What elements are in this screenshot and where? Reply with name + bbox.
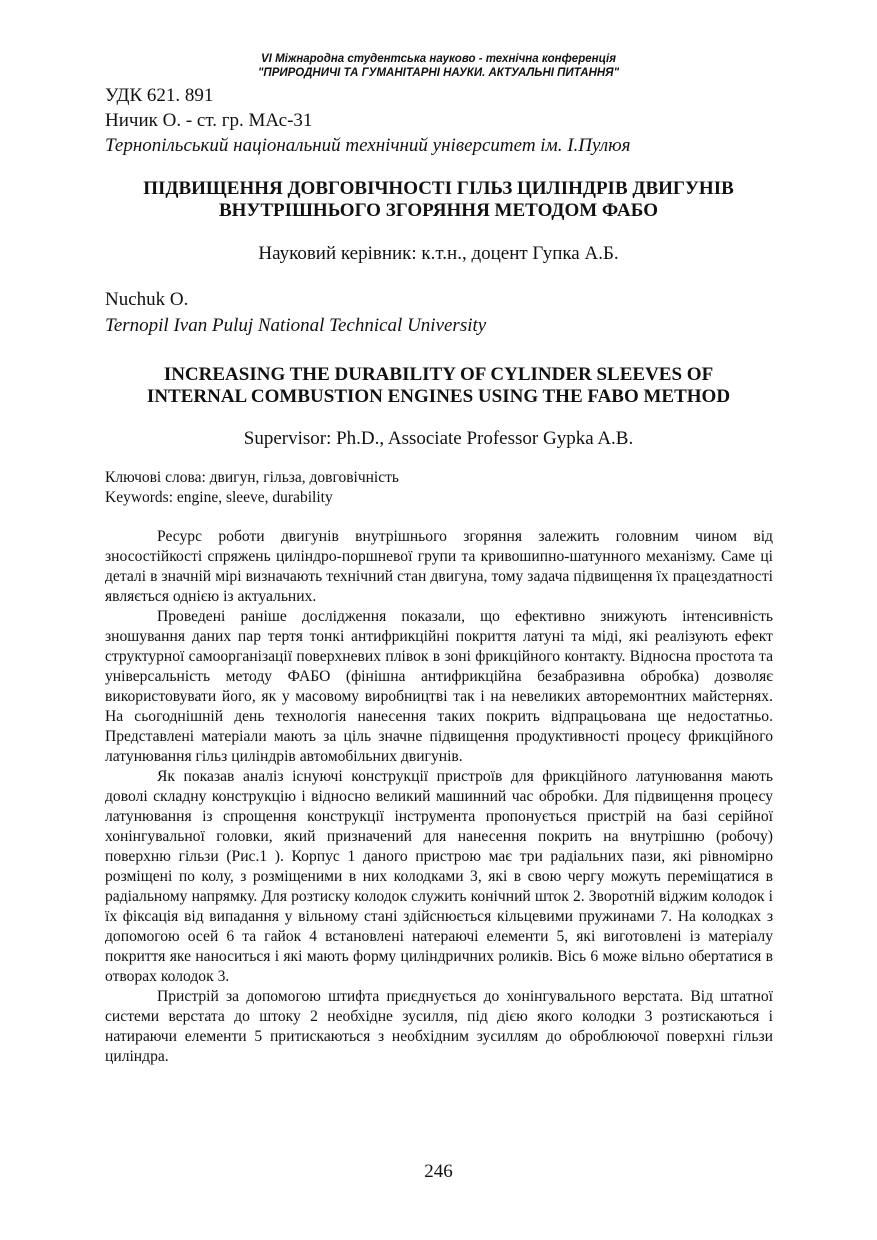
paper-title-ua bbox=[60, 178, 817, 222]
conference-header-line1: VI Міжнародна студентська науково - технічна конференція bbox=[261, 53, 616, 65]
title-ua-line1: ПІДВИЩЕННЯ ДОВГОВІЧНОСТІ ГІЛЬЗ ЦИЛІНДРІВ ДВИГУНІВ bbox=[143, 178, 734, 199]
author-ua: Ничик О. - ст. гр. МАс-31 bbox=[105, 110, 313, 131]
title-en-line1: INCREASING THE DURABILITY OF CYLINDER SLEEVES OF bbox=[163, 364, 714, 385]
supervisor-ua: Науковий керівник: к.т.н., доцент Гупка А.Б. bbox=[258, 243, 619, 264]
page-number: 246 bbox=[424, 1161, 453, 1182]
keywords-en: Keywords: engine, sleeve, durability bbox=[105, 489, 333, 506]
conference-header-line2: "ПРИРОДНИЧІ ТА ГУМАНІТАРНІ НАУКИ. АКТУАЛЬНІ ПИТАННЯ" bbox=[257, 67, 620, 79]
keywords-ua: Ключові слова: двигун, гільза, довговічність bbox=[105, 469, 399, 486]
paragraph: Пристрій за допомогою штифта приєднується до хонінгувального верстата. Від штатної системи верстата до штоку 2 необхідне зусилля, під дією якого колодки 3 розтискаються і натираючи елементи 5 притискаються з необхідним зусиллям до оброблюючої поверхні гільзи циліндра. bbox=[105, 988, 773, 1065]
body-text bbox=[105, 527, 773, 1067]
title-en-line2: INTERNAL COMBUSTION ENGINES USING THE FABO METHOD bbox=[146, 386, 731, 407]
author-en: Nuchuk O. bbox=[105, 289, 189, 310]
paragraph: Ресурс роботи двигунів внутрішнього згоряння залежить головним чином від зносостійкості спряжень циліндро-поршневої групи та кривошипно-шатунного механізму. Саме ці деталі в значній мірі визначають технічний стан двигуна, тому задача підвищення їх працездатності являється однією із актуальних. bbox=[105, 528, 773, 605]
affiliation-ua: Тернопільський національний технічний університет ім. І.Пулюя bbox=[105, 135, 631, 156]
paragraph: Як показав аналіз існуючі конструкції пристроїв для фрикційного латунювання мають доволі складну конструкцію і відносно великий машинний час обробки. Для підвищення процесу латунювання із спрощення конструкції інструмента пропонується пристрій на базі серійної хонінгувальної головки, який призначений для нанесення покрить на внутрішню (робочу) поверхню гільзи (Рис.1 ). Корпус 1 даного пристрою має три радіальних пази, які рівномірно розміщені по колу, з розміщеними в них колодками 3, які в свою чергу можуть переміщатися в радіальному напрямку. Для розтиску колодок служить конічний шток 2. Зворотній віджим колодок і їх фіксація від випадання у вільному стані здійснюється кільцевими пружинами 7. На колодках з допомогою осей 6 та гайок 4 встановлені натераючі елементи 5, які виготовлені із матеріалу покриття яке наноситься і які мають форму циліндричних роликів. Вісь 6 може вільно обертатися в отворах колодок 3. bbox=[105, 768, 773, 985]
udc-code: УДК 621. 891 bbox=[105, 85, 214, 106]
affiliation-en: Ternopil Ivan Puluj National Technical University bbox=[105, 315, 487, 336]
paper-title-en bbox=[60, 364, 817, 408]
title-ua-line2: ВНУТРІШНЬОГО ЗГОРЯННЯ МЕТОДОМ ФАБО bbox=[218, 200, 658, 221]
supervisor-en: Supervisor: Ph.D., Associate Professor Gypka A.B. bbox=[243, 428, 634, 449]
paragraph: Проведені раніше дослідження показали, що ефективно знижують інтенсивність зношування даних пар тертя тонкі антифрикційні покриття латуні та міді, які реалізують ефект структурної самоорганізації поверхневих плівок в зоні фрикційного контакту. Відносна простота та універсальність методу ФАБО (фінішна антифрикційна безабразивна обробка) дозволяє використовувати його, як у масовому виробництві так і на невеликих авторемонтних майстернях. На сьогоднішній день технологія нанесення таких покрить відпрацьована ще недостатньо. Представлені матеріали мають за ціль значне підвищення продуктивності процесу фрикційного латунювання гільз циліндрів автомобільних двигунів. bbox=[105, 608, 773, 765]
